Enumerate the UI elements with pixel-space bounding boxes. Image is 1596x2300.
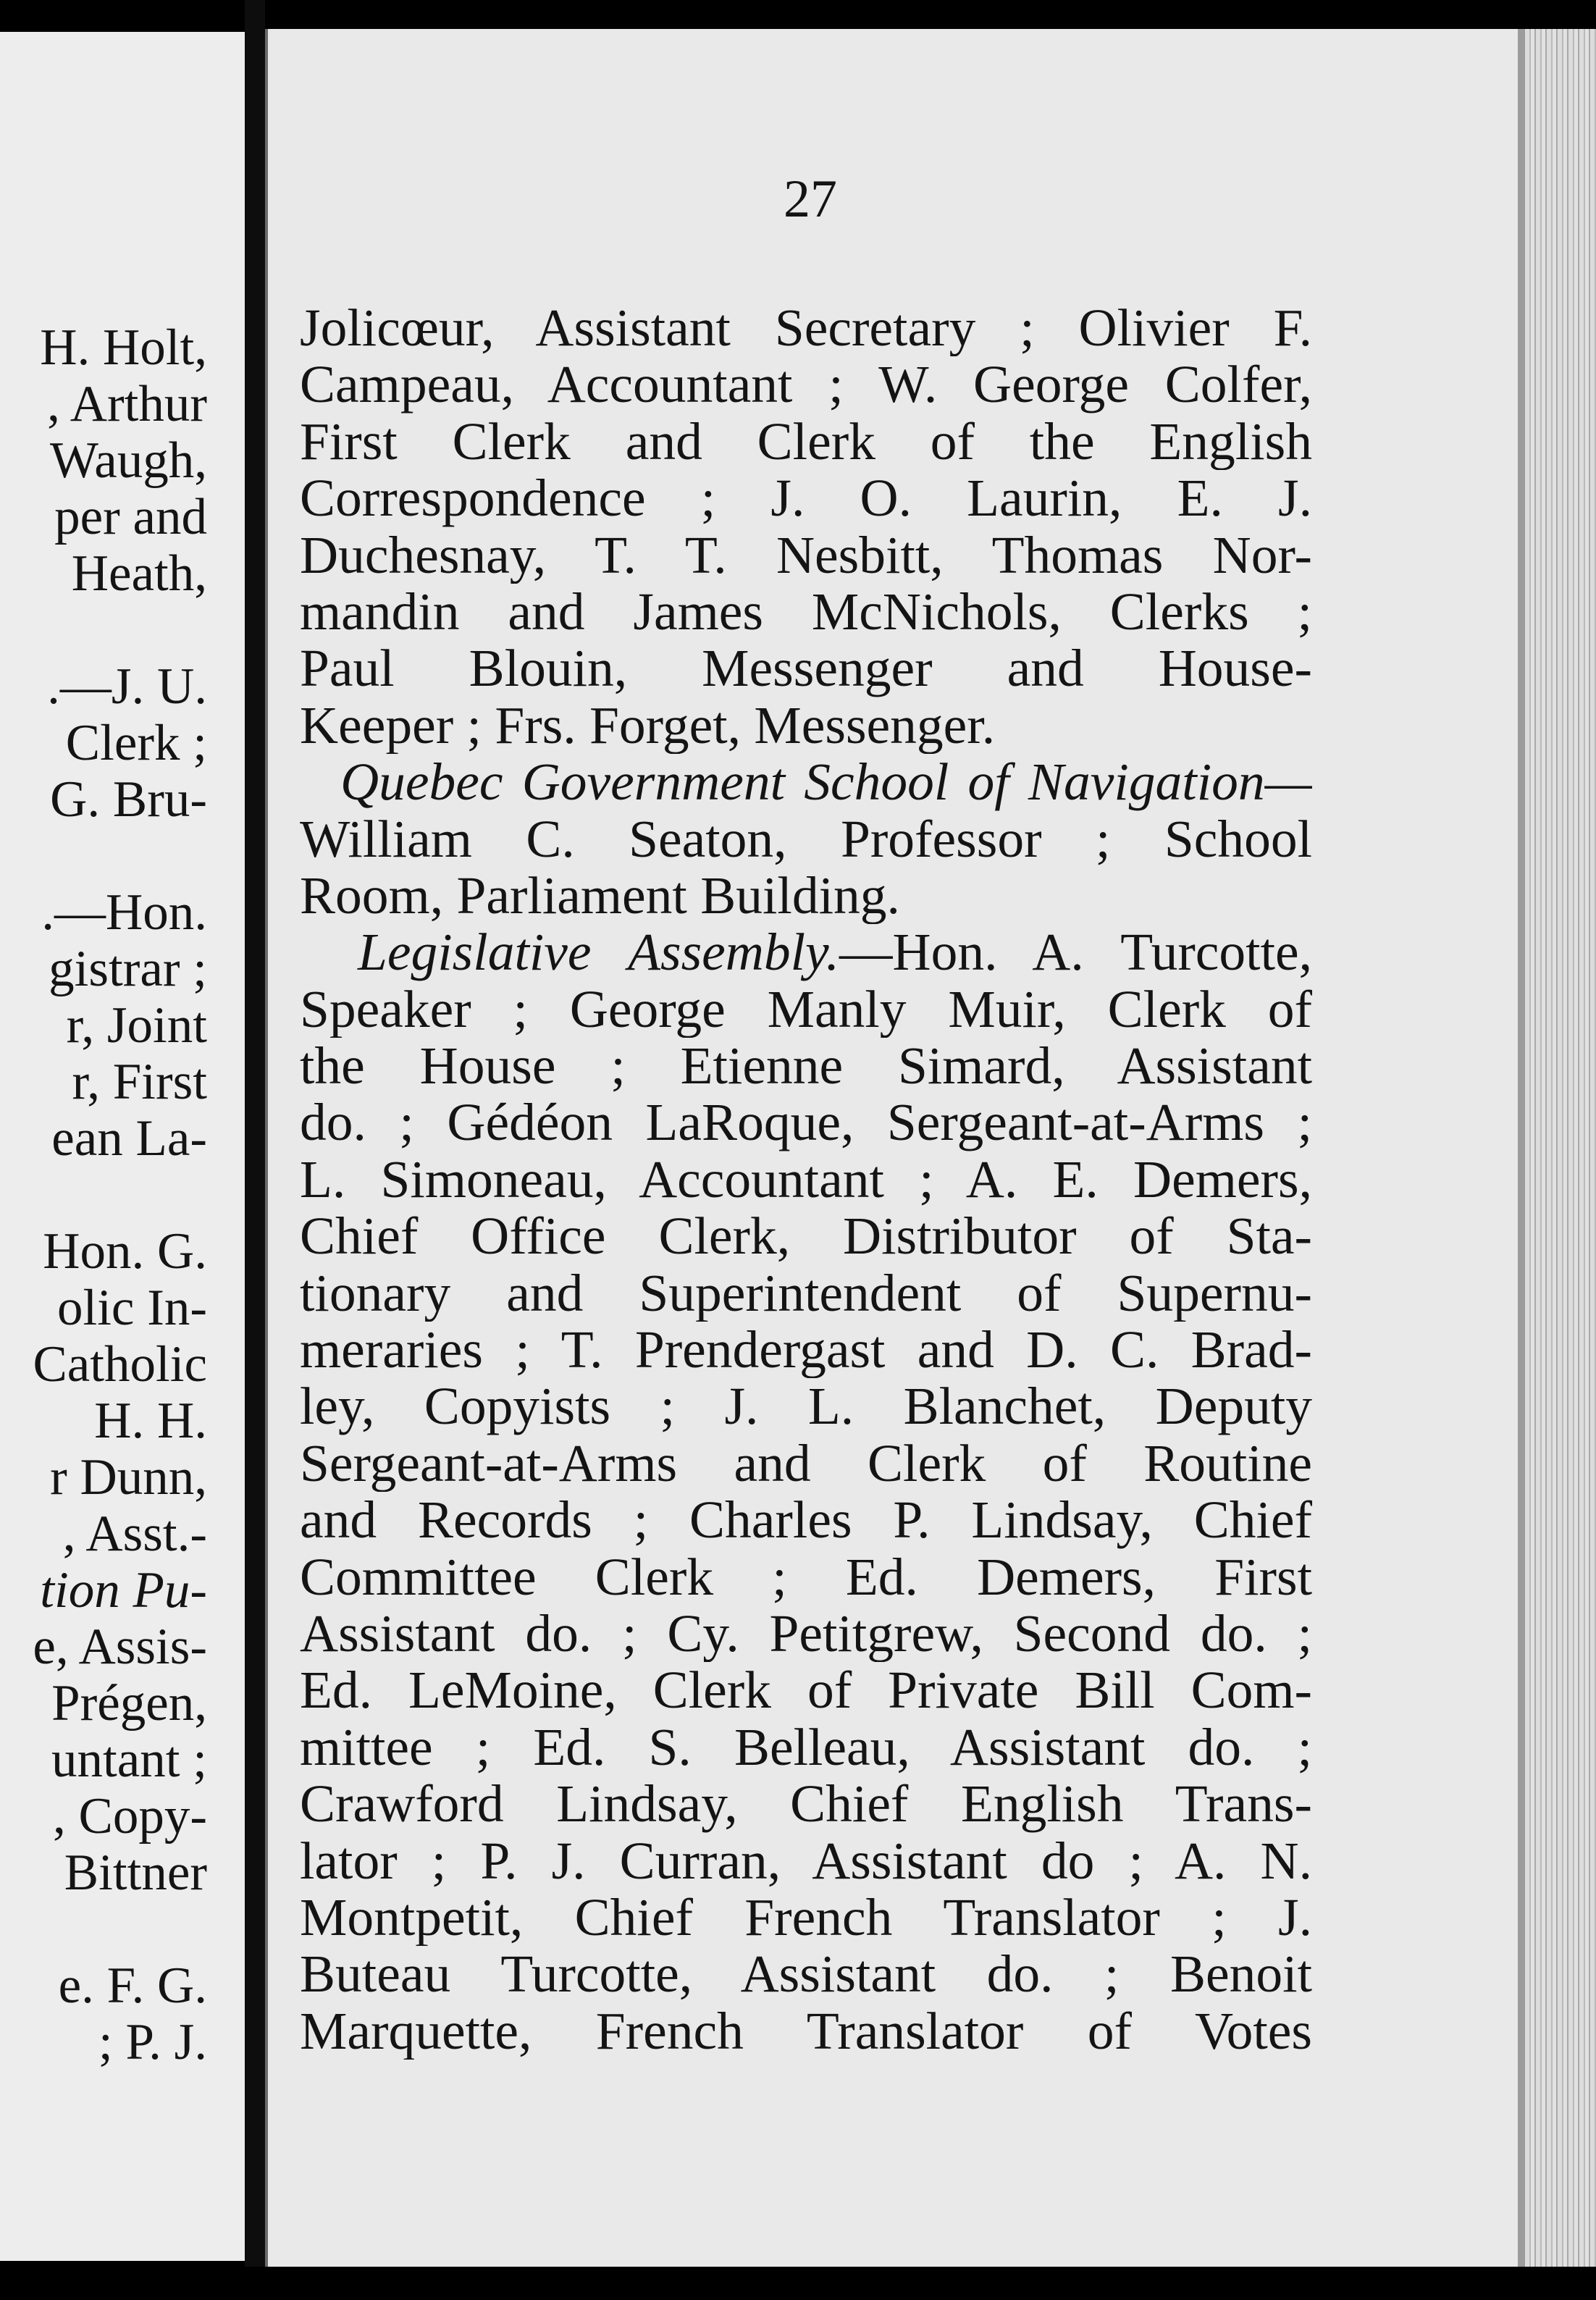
navigation-heading: Quebec Government School of Navigation—	[340, 754, 1312, 811]
text-line: Keeper ; Frs. Forget, Messenger.	[300, 697, 996, 755]
text-line: William C. Seaton, Professor ; School	[300, 810, 1312, 868]
left-page-fragment: olic In-	[56, 1280, 207, 1336]
text-line: the House ; Etienne Simard, Assistant	[300, 1038, 1312, 1095]
previous-page-fragment	[0, 32, 245, 2261]
left-page-fragment: Catholic	[33, 1336, 207, 1393]
text-line: Correspondence ; J. O. Laurin, E. J.	[300, 470, 1312, 527]
left-page-fragment: r Dunn,	[50, 1449, 207, 1506]
text-line: mittee ; Ed. S. Belleau, Assistant do. ;	[300, 1718, 1312, 1776]
text-line: Committee Clerk ; Ed. Demers, First	[300, 1548, 1312, 1606]
text-line: lator ; P. J. Curran, Assistant do ; A. N.	[300, 1832, 1312, 1889]
left-page-fragment: , Asst.-	[62, 1506, 207, 1562]
text-line: Paul Blouin, Messenger and House-	[300, 640, 1312, 697]
left-page-fragment: Clerk ;	[65, 715, 207, 771]
left-page-fragment: untant ;	[51, 1732, 207, 1788]
left-page-fragment: r, Joint	[66, 997, 207, 1054]
text-line: Ed. LeMoine, Clerk of Private Bill Com-	[300, 1662, 1312, 1719]
text-line: Marquette, French Translator of Votes	[300, 2002, 1312, 2060]
page-fore-edge	[1525, 29, 1596, 2267]
left-page-fragment: per and	[54, 489, 207, 545]
text-line: Assistant do. ; Cy. Petitgrew, Second do. ;	[300, 1605, 1312, 1663]
left-page-fragment: , Copy-	[53, 1788, 207, 1844]
left-page-fragment: e. F. G.	[58, 1957, 207, 2014]
left-page-fragment: ean La-	[51, 1110, 207, 1167]
left-page-fragment: .—Hon.	[41, 884, 207, 941]
left-page-fragment: Hon. G.	[43, 1223, 207, 1280]
text-line: First Clerk and Clerk of the English	[300, 413, 1312, 471]
left-page-fragment: e, Assis-	[33, 1619, 207, 1675]
text-line: L. Simoneau, Accountant ; A. E. Demers,	[300, 1151, 1312, 1209]
left-page-fragment: r, First	[72, 1054, 207, 1110]
left-page-fragment: Bittner	[64, 1844, 207, 1901]
text-line: mandin and James McNichols, Clerks ;	[300, 583, 1312, 641]
text-line: Campeau, Accountant ; W. George Colfer,	[300, 356, 1312, 414]
left-page-fragment: Heath,	[71, 545, 207, 602]
text-line: Duchesnay, T. T. Nesbitt, Thomas Nor-	[300, 526, 1312, 584]
text-line: tionary and Superintendent of Supernu-	[300, 1264, 1312, 1322]
navigation-heading-line	[300, 754, 1312, 810]
text-line: ley, Copyists ; J. L. Blanchet, Deputy	[300, 1378, 1312, 1435]
text-line: meraries ; T. Prendergast and D. C. Brad-	[300, 1322, 1312, 1379]
left-page-fragment: G. Bru-	[50, 771, 207, 828]
text-line: Chief Office Clerk, Distributor of Sta-	[300, 1208, 1312, 1265]
assembly-heading: Legislative Assembly.	[358, 924, 839, 981]
left-page-fragment: ; P. J.	[98, 2014, 207, 2070]
left-page-fragment: gistrar ;	[49, 941, 207, 997]
text-line: do. ; Gédéon LaRoque, Sergeant-at-Arms ;	[300, 1094, 1312, 1151]
text-line: Montpetit, Chief French Translator ; J.	[300, 1889, 1312, 1947]
text-line: Buteau Turcotte, Assistant do. ; Benoit	[300, 1946, 1312, 2003]
assembly-heading-line	[300, 924, 1312, 981]
assembly-heading-rest: —Hon. A. Turcotte,	[839, 924, 1312, 981]
left-page-fragment: tion Pu-	[40, 1562, 207, 1619]
text-line: Sergeant-at-Arms and Clerk of Routine	[300, 1435, 1312, 1493]
text-line: Speaker ; George Manly Muir, Clerk of	[300, 981, 1312, 1038]
text-line: Room, Parliament Building.	[300, 867, 900, 925]
left-page-fragment: H. Holt,	[40, 319, 207, 376]
left-page-fragment: , Arthur	[47, 376, 207, 432]
left-page-fragment: Waugh,	[49, 432, 207, 489]
text-line: Jolicœur, Assistant Secretary ; Olivier F.	[300, 300, 1312, 357]
left-page-fragment: Prégen,	[51, 1675, 207, 1732]
text-line: and Records ; Charles P. Lindsay, Chief	[300, 1492, 1312, 1549]
book-gutter	[245, 0, 265, 2300]
scan-border	[0, 2267, 1596, 2300]
page-number: 27	[784, 169, 837, 229]
text-line: Crawford Lindsay, Chief English Trans-	[300, 1776, 1312, 1833]
left-page-fragment: .—J. U.	[47, 658, 207, 715]
left-page-fragment: H. H.	[94, 1393, 207, 1449]
page-text	[300, 300, 1312, 2060]
